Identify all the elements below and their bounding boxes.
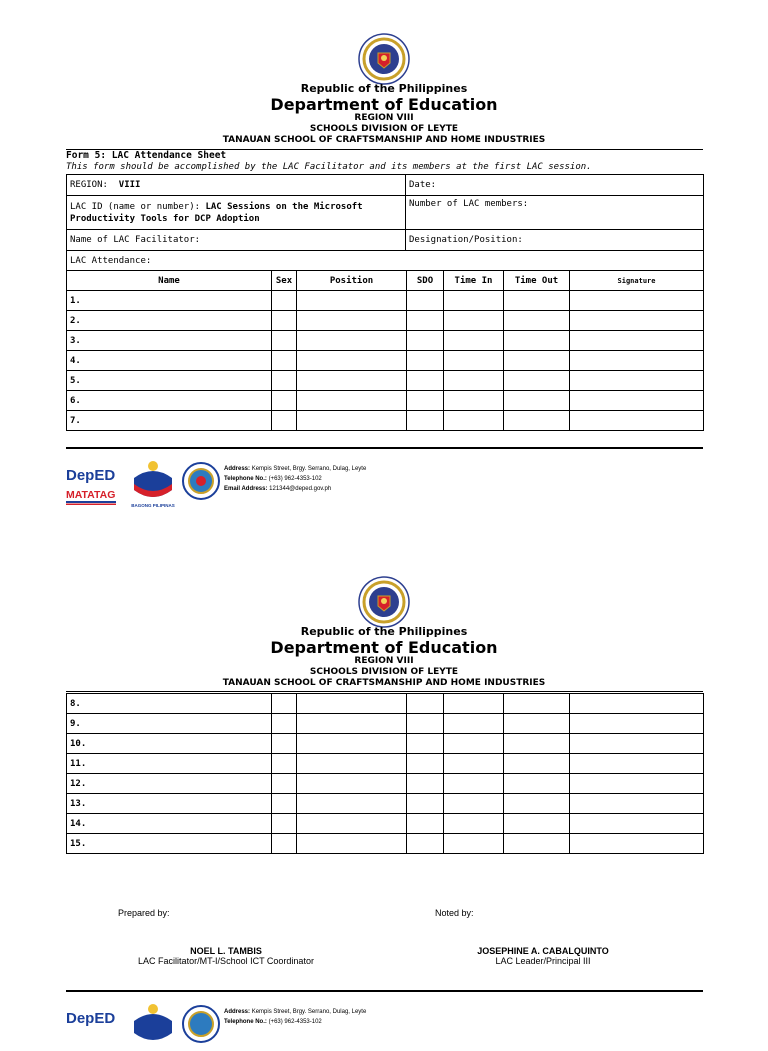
sex-cell[interactable] <box>272 714 297 734</box>
time-out-cell[interactable] <box>504 371 570 391</box>
signature-cell[interactable] <box>570 834 704 854</box>
sdo-cell[interactable] <box>407 794 444 814</box>
position-cell[interactable] <box>297 834 407 854</box>
time-out-cell[interactable] <box>504 331 570 351</box>
footer <box>66 1001 466 1051</box>
school-seal-icon <box>182 462 220 500</box>
lac-info-table <box>66 174 704 271</box>
name-cell[interactable]: 4. <box>67 351 272 371</box>
phone-label: Telephone No.: <box>224 1019 267 1025</box>
attendance-table-1 <box>66 270 704 431</box>
time-out-cell[interactable] <box>504 714 570 734</box>
time-out-cell[interactable] <box>504 291 570 311</box>
address-label: Address: <box>224 466 251 472</box>
sex-cell[interactable] <box>272 774 297 794</box>
school-seal-icon <box>182 1005 220 1043</box>
signature-cell[interactable] <box>570 351 704 371</box>
attendance-row <box>67 391 704 411</box>
name-cell[interactable]: 10. <box>67 734 272 754</box>
col-time-out: Time Out <box>504 271 570 291</box>
attendance-row <box>67 311 704 331</box>
attendance-row <box>67 714 704 734</box>
time-out-cell[interactable] <box>504 694 570 714</box>
deped-matatag-logo-icon <box>66 1005 120 1049</box>
region-label: REGION: <box>70 180 108 190</box>
sdo-cell[interactable] <box>407 351 444 371</box>
signature-cell[interactable] <box>570 714 704 734</box>
time-in-cell[interactable] <box>444 774 504 794</box>
header-divider <box>66 691 703 692</box>
sdo-cell[interactable] <box>407 774 444 794</box>
lac-id-label: LAC ID (name or number): <box>70 201 201 212</box>
time-out-cell[interactable] <box>504 734 570 754</box>
col-signature: Signature <box>570 271 704 291</box>
position-cell[interactable] <box>297 291 407 311</box>
signature-cell[interactable] <box>570 411 704 431</box>
col-position: Position <box>297 271 407 291</box>
lac-id-value: LAC Sessions on the Microsoft Productivity Tools for DCP Adoption <box>70 201 363 224</box>
time-in-cell[interactable] <box>444 794 504 814</box>
phone-value: (+63) 962-4353-102 <box>268 476 322 482</box>
logo-matatag-text: MATATAG <box>66 489 116 501</box>
sex-cell[interactable] <box>272 734 297 754</box>
col-name: Name <box>67 271 272 291</box>
signature-cell[interactable] <box>570 814 704 834</box>
logo-deped-text: DepED <box>66 467 116 484</box>
signature-cell[interactable] <box>570 391 704 411</box>
date-cell[interactable] <box>406 175 704 196</box>
time-in-cell[interactable] <box>444 311 504 331</box>
signature-cell[interactable] <box>570 794 704 814</box>
sex-cell[interactable] <box>272 411 297 431</box>
name-cell[interactable]: 6. <box>67 391 272 411</box>
address-value: Kempis Street, Brgy. Serrano, Dulag, Leyte <box>251 1009 367 1015</box>
region-heading: REGION VIII <box>354 656 414 666</box>
sex-cell[interactable] <box>272 331 297 351</box>
position-cell[interactable] <box>297 411 407 431</box>
footer-contact <box>224 1007 366 1027</box>
attendance-row <box>67 351 704 371</box>
footer-divider <box>66 447 703 449</box>
name-cell[interactable]: 1. <box>67 291 272 311</box>
position-cell[interactable] <box>297 351 407 371</box>
address-value: Kempis Street, Brgy. Serrano, Dulag, Leyte <box>251 466 367 472</box>
sex-cell[interactable] <box>272 291 297 311</box>
time-in-cell[interactable] <box>444 714 504 734</box>
attendance-row <box>67 291 704 311</box>
position-cell[interactable] <box>297 311 407 331</box>
signature-cell[interactable] <box>570 331 704 351</box>
sex-cell[interactable] <box>272 814 297 834</box>
prepared-name: NOEL L. TAMBIS <box>190 946 262 956</box>
position-cell[interactable] <box>297 371 407 391</box>
lac-id-cell[interactable] <box>67 196 406 230</box>
signature-cell[interactable] <box>570 311 704 331</box>
position-cell[interactable] <box>297 391 407 411</box>
members-label: Number of LAC members: <box>409 199 529 209</box>
school-heading: TANAUAN SCHOOL OF CRAFTSMANSHIP AND HOME INDUSTRIES <box>222 135 546 145</box>
position-cell[interactable] <box>297 694 407 714</box>
sdo-cell[interactable] <box>407 291 444 311</box>
sdo-cell[interactable] <box>407 714 444 734</box>
sex-cell[interactable] <box>272 694 297 714</box>
sdo-cell[interactable] <box>407 734 444 754</box>
region-value: VIII <box>118 180 141 190</box>
logo-deped-text: DepED <box>66 1010 116 1027</box>
time-in-cell[interactable] <box>444 754 504 774</box>
attendance-row <box>67 411 704 431</box>
signature-cell[interactable] <box>570 371 704 391</box>
time-in-cell[interactable] <box>444 734 504 754</box>
time-in-cell[interactable] <box>444 371 504 391</box>
time-out-cell[interactable] <box>504 351 570 371</box>
bagong-pilipinas-logo-icon <box>128 1001 178 1051</box>
logo-bagong-text: BAGONG PILIPINAS <box>131 503 175 508</box>
time-in-cell[interactable] <box>444 291 504 311</box>
time-out-cell[interactable] <box>504 754 570 774</box>
noted-by-label: Noted by: <box>435 908 474 918</box>
name-cell[interactable]: 11. <box>67 754 272 774</box>
email-label: Email Address: <box>224 486 268 492</box>
sdo-cell[interactable] <box>407 754 444 774</box>
designation-label: Designation/Position: <box>409 235 523 245</box>
position-cell[interactable] <box>297 814 407 834</box>
sdo-cell[interactable] <box>407 411 444 431</box>
attendance-row <box>67 774 704 794</box>
position-cell[interactable] <box>297 714 407 734</box>
name-cell[interactable]: 7. <box>67 411 272 431</box>
region-heading: REGION VIII <box>354 113 414 123</box>
col-sdo: SDO <box>407 271 444 291</box>
noted-signatory <box>413 946 673 966</box>
position-cell[interactable] <box>297 794 407 814</box>
date-label: Date: <box>409 180 437 190</box>
attendance-label: LAC Attendance: <box>70 255 152 266</box>
sdo-cell[interactable] <box>407 371 444 391</box>
sdo-cell[interactable] <box>407 694 444 714</box>
sex-cell[interactable] <box>272 351 297 371</box>
address-label: Address: <box>224 1009 251 1015</box>
footer-divider <box>66 990 703 992</box>
footer <box>66 458 466 508</box>
sdo-cell[interactable] <box>407 834 444 854</box>
position-cell[interactable] <box>297 331 407 351</box>
time-in-cell[interactable] <box>444 814 504 834</box>
time-out-cell[interactable] <box>504 794 570 814</box>
deped-seal-icon <box>358 33 410 85</box>
prepared-signatory <box>96 946 356 966</box>
footer-contact <box>224 464 366 494</box>
name-cell[interactable]: 2. <box>67 311 272 331</box>
name-cell[interactable]: 9. <box>67 714 272 734</box>
department-heading: Department of Education <box>270 638 498 657</box>
form-note: This form should be accomplished by the LAC Facilitator and its members at the first LAC session. <box>66 162 592 172</box>
phone-label: Telephone No.: <box>224 476 267 482</box>
time-out-cell[interactable] <box>504 411 570 431</box>
noted-name: JOSEPHINE A. CABALQUINTO <box>477 946 609 956</box>
position-cell[interactable] <box>297 754 407 774</box>
region-cell[interactable] <box>67 175 406 196</box>
position-cell[interactable] <box>297 734 407 754</box>
division-heading: SCHOOLS DIVISION OF LEYTE <box>309 667 459 677</box>
department-heading: Department of Education <box>270 95 498 114</box>
attendance-row <box>67 794 704 814</box>
signature-cell[interactable] <box>570 694 704 714</box>
time-out-cell[interactable] <box>504 391 570 411</box>
attendance-row <box>67 754 704 774</box>
attendance-row <box>67 834 704 854</box>
sdo-cell[interactable] <box>407 311 444 331</box>
sdo-cell[interactable] <box>407 391 444 411</box>
time-out-cell[interactable] <box>504 814 570 834</box>
designation-cell[interactable] <box>406 230 704 251</box>
attendance-header-row <box>67 271 704 291</box>
deped-seal-icon <box>358 576 410 628</box>
signature-cell[interactable] <box>570 774 704 794</box>
form-title: Form 5: LAC Attendance Sheet <box>66 150 227 161</box>
sex-cell[interactable] <box>272 311 297 331</box>
signature-cell[interactable] <box>570 291 704 311</box>
phone-value: (+63) 962-4353-102 <box>268 1019 322 1025</box>
sex-cell[interactable] <box>272 834 297 854</box>
prepared-by-label: Prepared by: <box>118 908 170 918</box>
facilitator-cell[interactable] <box>67 230 406 251</box>
name-cell[interactable]: 15. <box>67 834 272 854</box>
school-heading: TANAUAN SCHOOL OF CRAFTSMANSHIP AND HOME INDUSTRIES <box>222 678 546 688</box>
division-heading: SCHOOLS DIVISION OF LEYTE <box>309 124 459 134</box>
name-cell[interactable]: 14. <box>67 814 272 834</box>
name-cell[interactable]: 12. <box>67 774 272 794</box>
time-in-cell[interactable] <box>444 351 504 371</box>
sdo-cell[interactable] <box>407 331 444 351</box>
sex-cell[interactable] <box>272 371 297 391</box>
time-in-cell[interactable] <box>444 411 504 431</box>
attendance-table-2 <box>66 693 704 854</box>
time-out-cell[interactable] <box>504 311 570 331</box>
attendance-row <box>67 734 704 754</box>
name-cell[interactable]: 5. <box>67 371 272 391</box>
time-in-cell[interactable] <box>444 331 504 351</box>
time-out-cell[interactable] <box>504 834 570 854</box>
deped-matatag-logo-icon <box>66 462 120 506</box>
time-in-cell[interactable] <box>444 694 504 714</box>
name-cell[interactable]: 13. <box>67 794 272 814</box>
sex-cell[interactable] <box>272 754 297 774</box>
col-time-in: Time In <box>444 271 504 291</box>
name-cell[interactable]: 3. <box>67 331 272 351</box>
attendance-cell <box>67 251 704 271</box>
bagong-pilipinas-logo-icon <box>128 458 178 508</box>
sdo-cell[interactable] <box>407 814 444 834</box>
attendance-row <box>67 331 704 351</box>
name-cell[interactable]: 8. <box>67 694 272 714</box>
position-cell[interactable] <box>297 774 407 794</box>
republic-heading: Republic of the Philippines <box>300 625 468 638</box>
sex-cell[interactable] <box>272 391 297 411</box>
members-cell[interactable] <box>406 196 704 230</box>
attendance-row <box>67 814 704 834</box>
col-sex: Sex <box>272 271 297 291</box>
noted-title: LAC Leader/Principal III <box>495 956 591 966</box>
time-in-cell[interactable] <box>444 391 504 411</box>
time-out-cell[interactable] <box>504 774 570 794</box>
signature-cell[interactable] <box>570 754 704 774</box>
email-value: 121344@deped.gov.ph <box>269 486 332 492</box>
sex-cell[interactable] <box>272 794 297 814</box>
time-in-cell[interactable] <box>444 834 504 854</box>
facilitator-label: Name of LAC Facilitator: <box>70 235 201 245</box>
signature-cell[interactable] <box>570 734 704 754</box>
attendance-row <box>67 694 704 714</box>
attendance-row <box>67 371 704 391</box>
republic-heading: Republic of the Philippines <box>300 82 468 95</box>
prepared-title: LAC Facilitator/MT-I/School ICT Coordinator <box>138 956 314 966</box>
